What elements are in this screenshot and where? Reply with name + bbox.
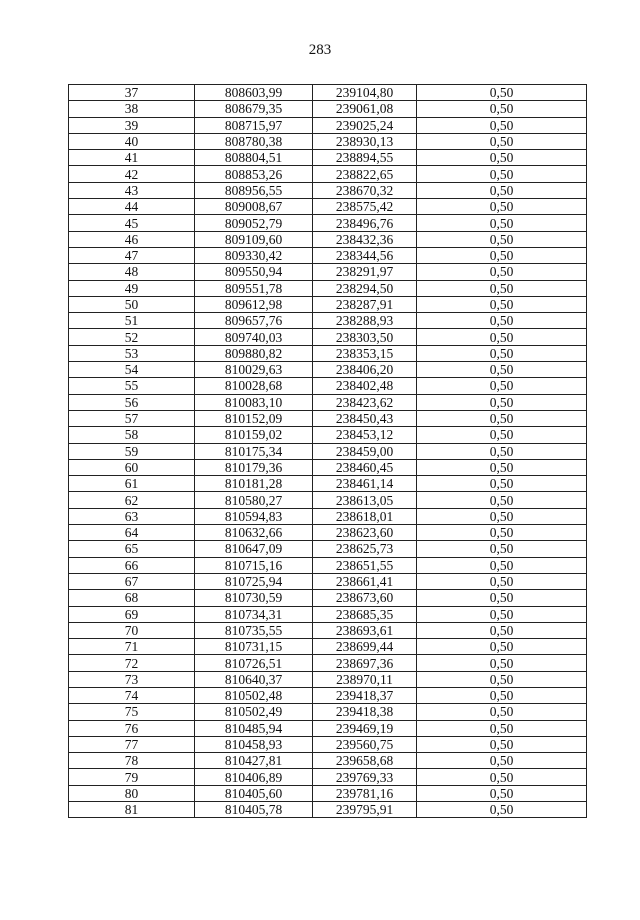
accuracy-cell: 0,50 — [417, 215, 587, 231]
table-row — [69, 769, 587, 785]
point-number-cell: 70 — [69, 622, 195, 638]
x-coordinate-cell: 810632,66 — [195, 525, 313, 541]
y-coordinate-cell: 238288,93 — [313, 313, 417, 329]
accuracy-cell: 0,50 — [417, 117, 587, 133]
table-row — [69, 166, 587, 182]
table-row — [69, 182, 587, 198]
point-number-cell: 72 — [69, 655, 195, 671]
table-row — [69, 410, 587, 426]
table-row — [69, 785, 587, 801]
y-coordinate-cell: 238930,13 — [313, 133, 417, 149]
point-number-cell: 50 — [69, 296, 195, 312]
accuracy-cell: 0,50 — [417, 345, 587, 361]
point-number-cell: 56 — [69, 394, 195, 410]
table-row — [69, 313, 587, 329]
y-coordinate-cell: 238697,36 — [313, 655, 417, 671]
y-coordinate-cell: 238461,14 — [313, 476, 417, 492]
y-coordinate-cell: 239658,68 — [313, 753, 417, 769]
y-coordinate-cell: 239061,08 — [313, 101, 417, 117]
point-number-cell: 71 — [69, 639, 195, 655]
accuracy-cell: 0,50 — [417, 296, 587, 312]
x-coordinate-cell: 808853,26 — [195, 166, 313, 182]
point-number-cell: 81 — [69, 802, 195, 818]
y-coordinate-cell: 238894,55 — [313, 150, 417, 166]
accuracy-cell: 0,50 — [417, 525, 587, 541]
point-number-cell: 68 — [69, 590, 195, 606]
point-number-cell: 57 — [69, 410, 195, 426]
y-coordinate-cell: 238699,44 — [313, 639, 417, 655]
x-coordinate-cell: 810028,68 — [195, 378, 313, 394]
point-number-cell: 69 — [69, 606, 195, 622]
x-coordinate-cell: 810458,93 — [195, 736, 313, 752]
x-coordinate-cell: 809551,78 — [195, 280, 313, 296]
x-coordinate-cell: 810594,83 — [195, 508, 313, 524]
y-coordinate-cell: 238432,36 — [313, 231, 417, 247]
x-coordinate-cell: 810405,60 — [195, 785, 313, 801]
coordinates-table — [68, 84, 587, 818]
accuracy-cell: 0,50 — [417, 687, 587, 703]
table-row — [69, 736, 587, 752]
x-coordinate-cell: 810734,31 — [195, 606, 313, 622]
x-coordinate-cell: 810405,78 — [195, 802, 313, 818]
table-row — [69, 345, 587, 361]
y-coordinate-cell: 238344,56 — [313, 247, 417, 263]
table-row — [69, 655, 587, 671]
x-coordinate-cell: 810725,94 — [195, 573, 313, 589]
x-coordinate-cell: 809657,76 — [195, 313, 313, 329]
point-number-cell: 75 — [69, 704, 195, 720]
y-coordinate-cell: 239469,19 — [313, 720, 417, 736]
x-coordinate-cell: 810502,48 — [195, 687, 313, 703]
y-coordinate-cell: 238670,32 — [313, 182, 417, 198]
x-coordinate-cell: 810731,15 — [195, 639, 313, 655]
x-coordinate-cell: 810152,09 — [195, 410, 313, 426]
y-coordinate-cell: 238460,45 — [313, 459, 417, 475]
x-coordinate-cell: 808679,35 — [195, 101, 313, 117]
y-coordinate-cell: 238496,76 — [313, 215, 417, 231]
table-row — [69, 622, 587, 638]
accuracy-cell: 0,50 — [417, 704, 587, 720]
point-number-cell: 54 — [69, 362, 195, 378]
accuracy-cell: 0,50 — [417, 264, 587, 280]
table-row — [69, 427, 587, 443]
accuracy-cell: 0,50 — [417, 133, 587, 149]
point-number-cell: 38 — [69, 101, 195, 117]
accuracy-cell: 0,50 — [417, 313, 587, 329]
x-coordinate-cell: 809880,82 — [195, 345, 313, 361]
table-row — [69, 150, 587, 166]
x-coordinate-cell: 810485,94 — [195, 720, 313, 736]
table-row — [69, 671, 587, 687]
x-coordinate-cell: 810181,28 — [195, 476, 313, 492]
point-number-cell: 37 — [69, 85, 195, 101]
accuracy-cell: 0,50 — [417, 101, 587, 117]
y-coordinate-cell: 238423,62 — [313, 394, 417, 410]
accuracy-cell: 0,50 — [417, 443, 587, 459]
table-row — [69, 133, 587, 149]
x-coordinate-cell: 809550,94 — [195, 264, 313, 280]
table-row — [69, 476, 587, 492]
accuracy-cell: 0,50 — [417, 802, 587, 818]
accuracy-cell: 0,50 — [417, 247, 587, 263]
table-row — [69, 394, 587, 410]
table-row — [69, 264, 587, 280]
point-number-cell: 63 — [69, 508, 195, 524]
y-coordinate-cell: 239025,24 — [313, 117, 417, 133]
y-coordinate-cell: 239560,75 — [313, 736, 417, 752]
x-coordinate-cell: 808715,97 — [195, 117, 313, 133]
x-coordinate-cell: 810029,63 — [195, 362, 313, 378]
y-coordinate-cell: 238402,48 — [313, 378, 417, 394]
point-number-cell: 80 — [69, 785, 195, 801]
accuracy-cell: 0,50 — [417, 720, 587, 736]
point-number-cell: 51 — [69, 313, 195, 329]
y-coordinate-cell: 239104,80 — [313, 85, 417, 101]
table-row — [69, 443, 587, 459]
accuracy-cell: 0,50 — [417, 492, 587, 508]
point-number-cell: 41 — [69, 150, 195, 166]
accuracy-cell: 0,50 — [417, 655, 587, 671]
accuracy-cell: 0,50 — [417, 573, 587, 589]
accuracy-cell: 0,50 — [417, 785, 587, 801]
x-coordinate-cell: 809008,67 — [195, 199, 313, 215]
point-number-cell: 46 — [69, 231, 195, 247]
point-number-cell: 77 — [69, 736, 195, 752]
x-coordinate-cell: 808956,55 — [195, 182, 313, 198]
table-row — [69, 492, 587, 508]
y-coordinate-cell: 238970,11 — [313, 671, 417, 687]
accuracy-cell: 0,50 — [417, 459, 587, 475]
table-row — [69, 378, 587, 394]
table-row — [69, 117, 587, 133]
accuracy-cell: 0,50 — [417, 427, 587, 443]
point-number-cell: 58 — [69, 427, 195, 443]
x-coordinate-cell: 810159,02 — [195, 427, 313, 443]
y-coordinate-cell: 238291,97 — [313, 264, 417, 280]
y-coordinate-cell: 238618,01 — [313, 508, 417, 524]
y-coordinate-cell: 238693,61 — [313, 622, 417, 638]
table-row — [69, 508, 587, 524]
table-row — [69, 329, 587, 345]
x-coordinate-cell: 810726,51 — [195, 655, 313, 671]
y-coordinate-cell: 238294,50 — [313, 280, 417, 296]
point-number-cell: 74 — [69, 687, 195, 703]
point-number-cell: 52 — [69, 329, 195, 345]
accuracy-cell: 0,50 — [417, 199, 587, 215]
x-coordinate-cell: 808603,99 — [195, 85, 313, 101]
y-coordinate-cell: 239769,33 — [313, 769, 417, 785]
table-row — [69, 687, 587, 703]
table-row — [69, 720, 587, 736]
x-coordinate-cell: 810640,37 — [195, 671, 313, 687]
table-row — [69, 541, 587, 557]
x-coordinate-cell: 810730,59 — [195, 590, 313, 606]
table-row — [69, 280, 587, 296]
y-coordinate-cell: 238673,60 — [313, 590, 417, 606]
x-coordinate-cell: 809330,42 — [195, 247, 313, 263]
point-number-cell: 79 — [69, 769, 195, 785]
x-coordinate-cell: 809109,60 — [195, 231, 313, 247]
table-row — [69, 362, 587, 378]
y-coordinate-cell: 239418,37 — [313, 687, 417, 703]
x-coordinate-cell: 810083,10 — [195, 394, 313, 410]
y-coordinate-cell: 238625,73 — [313, 541, 417, 557]
accuracy-cell: 0,50 — [417, 182, 587, 198]
y-coordinate-cell: 238575,42 — [313, 199, 417, 215]
table-row — [69, 639, 587, 655]
y-coordinate-cell: 238450,43 — [313, 410, 417, 426]
x-coordinate-cell: 810406,89 — [195, 769, 313, 785]
x-coordinate-cell: 810179,36 — [195, 459, 313, 475]
y-coordinate-cell: 238651,55 — [313, 557, 417, 573]
point-number-cell: 45 — [69, 215, 195, 231]
accuracy-cell: 0,50 — [417, 753, 587, 769]
point-number-cell: 64 — [69, 525, 195, 541]
accuracy-cell: 0,50 — [417, 410, 587, 426]
accuracy-cell: 0,50 — [417, 590, 587, 606]
point-number-cell: 62 — [69, 492, 195, 508]
y-coordinate-cell: 238685,35 — [313, 606, 417, 622]
y-coordinate-cell: 238353,15 — [313, 345, 417, 361]
x-coordinate-cell: 810647,09 — [195, 541, 313, 557]
accuracy-cell: 0,50 — [417, 736, 587, 752]
accuracy-cell: 0,50 — [417, 329, 587, 345]
table-row — [69, 704, 587, 720]
table-row — [69, 296, 587, 312]
table-row — [69, 247, 587, 263]
y-coordinate-cell: 238287,91 — [313, 296, 417, 312]
y-coordinate-cell: 238661,41 — [313, 573, 417, 589]
y-coordinate-cell: 238822,65 — [313, 166, 417, 182]
accuracy-cell: 0,50 — [417, 557, 587, 573]
point-number-cell: 67 — [69, 573, 195, 589]
accuracy-cell: 0,50 — [417, 622, 587, 638]
y-coordinate-cell: 238303,50 — [313, 329, 417, 345]
table-row — [69, 557, 587, 573]
y-coordinate-cell: 239795,91 — [313, 802, 417, 818]
x-coordinate-cell: 808804,51 — [195, 150, 313, 166]
point-number-cell: 39 — [69, 117, 195, 133]
accuracy-cell: 0,50 — [417, 378, 587, 394]
point-number-cell: 59 — [69, 443, 195, 459]
accuracy-cell: 0,50 — [417, 671, 587, 687]
point-number-cell: 66 — [69, 557, 195, 573]
accuracy-cell: 0,50 — [417, 606, 587, 622]
table-row — [69, 802, 587, 818]
point-number-cell: 78 — [69, 753, 195, 769]
table-row — [69, 525, 587, 541]
y-coordinate-cell: 239781,16 — [313, 785, 417, 801]
y-coordinate-cell: 239418,38 — [313, 704, 417, 720]
table-row — [69, 573, 587, 589]
point-number-cell: 49 — [69, 280, 195, 296]
point-number-cell: 47 — [69, 247, 195, 263]
table-row — [69, 606, 587, 622]
y-coordinate-cell: 238453,12 — [313, 427, 417, 443]
accuracy-cell: 0,50 — [417, 362, 587, 378]
table-row — [69, 459, 587, 475]
table-row — [69, 101, 587, 117]
y-coordinate-cell: 238623,60 — [313, 525, 417, 541]
accuracy-cell: 0,50 — [417, 476, 587, 492]
point-number-cell: 61 — [69, 476, 195, 492]
x-coordinate-cell: 810735,55 — [195, 622, 313, 638]
point-number-cell: 42 — [69, 166, 195, 182]
table-row — [69, 199, 587, 215]
x-coordinate-cell: 809740,03 — [195, 329, 313, 345]
accuracy-cell: 0,50 — [417, 541, 587, 557]
y-coordinate-cell: 238613,05 — [313, 492, 417, 508]
table-row — [69, 753, 587, 769]
page-number: 283 — [308, 42, 332, 58]
accuracy-cell: 0,50 — [417, 280, 587, 296]
table-row — [69, 215, 587, 231]
x-coordinate-cell: 810580,27 — [195, 492, 313, 508]
accuracy-cell: 0,50 — [417, 85, 587, 101]
accuracy-cell: 0,50 — [417, 231, 587, 247]
point-number-cell: 55 — [69, 378, 195, 394]
point-number-cell: 65 — [69, 541, 195, 557]
point-number-cell: 40 — [69, 133, 195, 149]
accuracy-cell: 0,50 — [417, 769, 587, 785]
table-row — [69, 85, 587, 101]
accuracy-cell: 0,50 — [417, 394, 587, 410]
y-coordinate-cell: 238459,00 — [313, 443, 417, 459]
accuracy-cell: 0,50 — [417, 150, 587, 166]
point-number-cell: 60 — [69, 459, 195, 475]
point-number-cell: 73 — [69, 671, 195, 687]
table-row — [69, 231, 587, 247]
y-coordinate-cell: 238406,20 — [313, 362, 417, 378]
x-coordinate-cell: 810175,34 — [195, 443, 313, 459]
point-number-cell: 44 — [69, 199, 195, 215]
coordinates-table-body — [69, 85, 587, 818]
x-coordinate-cell: 810502,49 — [195, 704, 313, 720]
point-number-cell: 48 — [69, 264, 195, 280]
table-row — [69, 590, 587, 606]
accuracy-cell: 0,50 — [417, 508, 587, 524]
x-coordinate-cell: 809052,79 — [195, 215, 313, 231]
point-number-cell: 43 — [69, 182, 195, 198]
x-coordinate-cell: 810427,81 — [195, 753, 313, 769]
accuracy-cell: 0,50 — [417, 166, 587, 182]
point-number-cell: 53 — [69, 345, 195, 361]
x-coordinate-cell: 810715,16 — [195, 557, 313, 573]
x-coordinate-cell: 809612,98 — [195, 296, 313, 312]
x-coordinate-cell: 808780,38 — [195, 133, 313, 149]
accuracy-cell: 0,50 — [417, 639, 587, 655]
point-number-cell: 76 — [69, 720, 195, 736]
